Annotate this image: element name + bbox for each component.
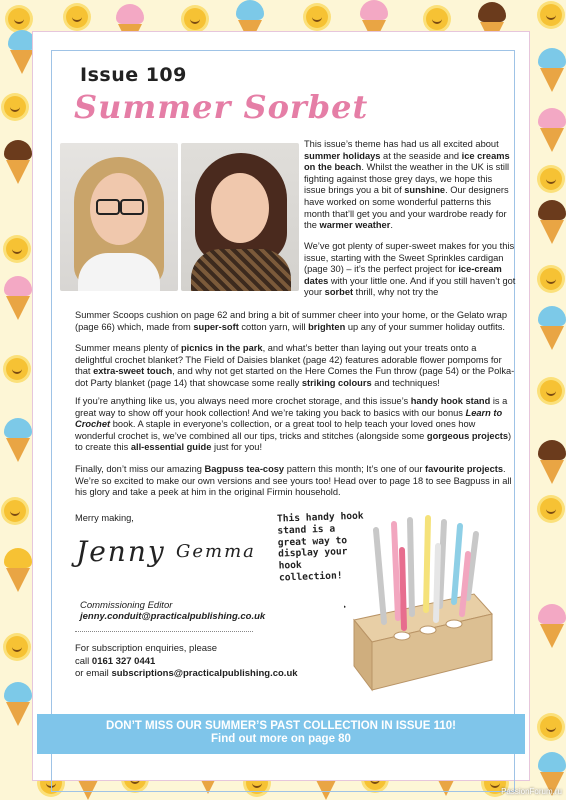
divider	[75, 631, 253, 632]
body-text-run: at the seaside and	[380, 150, 462, 161]
closing-line: Merry making,	[75, 513, 134, 523]
body-text-run: If you’re anything like us, you always need more crochet storage, and this issue’s	[75, 396, 411, 406]
body-text-run: is a great way to show off your hook collection! And we’re taking you back to basics with our bonus	[75, 396, 508, 418]
body-text-run: Summer means plenty of	[75, 343, 181, 353]
paragraph-picnics	[75, 343, 515, 389]
sun-icon	[540, 716, 562, 738]
sun-icon	[6, 636, 28, 658]
editor-photo-jenny	[60, 143, 178, 291]
emphasis-text: Bagpuss tea-cosy	[204, 464, 285, 474]
paragraph-makes-continued	[75, 310, 515, 333]
sun-icon	[306, 6, 328, 28]
signature-jenny: Jenny	[76, 535, 166, 568]
ice-cream-icon	[538, 604, 566, 648]
sun-icon	[6, 358, 28, 380]
email-prefix: or email	[75, 668, 112, 679]
emphasis-text: favourite projects	[425, 464, 504, 474]
paragraph-makes	[304, 241, 516, 299]
sun-icon	[4, 96, 26, 118]
emphasis-text: gorgeous projects	[426, 430, 509, 441]
sun-icon	[426, 8, 448, 30]
paragraph-bagpuss	[75, 464, 515, 499]
body-text-run: . Whilst the weather in the UK is still fighting against those grey days, we hope this issue brings you a bit of	[304, 162, 510, 196]
sun-icon	[540, 498, 562, 520]
ice-cream-icon	[538, 440, 566, 484]
editor-role: Commissioning Editor	[80, 600, 173, 611]
subscription-info	[75, 643, 298, 681]
ice-cream-icon	[4, 276, 32, 320]
subscription-phone-line	[75, 656, 298, 669]
call-prefix: call	[75, 655, 92, 667]
subscription-phone[interactable]: 0161 327 0441	[91, 655, 156, 667]
paragraph-hook-stand	[75, 396, 515, 454]
emphasis-text: super-soft	[193, 321, 239, 332]
hook-stand-image	[344, 510, 494, 710]
emphasis-text: striking colours	[301, 377, 372, 388]
emphasis-text: extra-sweet touch	[93, 366, 173, 377]
hook-stand-caption: This handy hook stand is a great way to display your hook collection!	[276, 510, 364, 584]
emphasis-text: sorbet	[324, 287, 354, 298]
ice-cream-icon	[538, 48, 566, 92]
sun-icon	[184, 8, 206, 30]
sun-icon	[540, 168, 562, 190]
ice-cream-icon	[538, 306, 566, 350]
sun-icon	[540, 4, 562, 26]
body-text-run: . Our designers have worked on some wonderful patterns this month that’ll get you and your wardrobe ready for the	[304, 185, 509, 231]
body-text-run: and techniques!	[371, 377, 440, 388]
body-text-run: cotton yarn, will	[238, 321, 309, 332]
body-text-run: up any of your summer holiday outfits.	[345, 321, 505, 332]
page-title: Summer Sorbet	[74, 88, 369, 126]
emphasis-text: picnics in the park	[180, 343, 263, 353]
ice-cream-icon	[8, 30, 36, 74]
body-text-run: Summer Scoops cushion on page 62 and bring a bit of summer cheer into your home, or the Gelato wrap (page 66) which, made from	[75, 310, 508, 332]
ice-cream-icon	[538, 200, 566, 244]
emphasis-text: summer holidays	[304, 150, 381, 161]
body-text-run: , and why not get started on the Here Comes the Fun throw (page 54) or the Polka-dot Party blanket (page 14) that showcase some really	[75, 366, 515, 388]
banner-subline: Find out more on page 80	[211, 733, 351, 745]
ice-cream-icon	[4, 682, 32, 726]
emphasis-text: ice creams on the beach	[304, 150, 510, 173]
ice-cream-icon	[538, 108, 566, 152]
issue-number: Issue 109	[80, 64, 187, 86]
body-text-run: Finally, don’t miss our amazing	[75, 464, 205, 474]
body-text-run: just for you!	[211, 442, 263, 453]
sun-icon	[4, 500, 26, 522]
sun-icon	[8, 8, 30, 30]
emphasis-text: ice-cream dates	[304, 264, 502, 286]
body-text-run: ) to create this	[75, 430, 512, 453]
emphasis-text: all-essential guide	[130, 442, 212, 453]
signature-gemma: Gemma	[176, 541, 256, 562]
issue-110-banner[interactable]	[37, 714, 525, 754]
sun-icon	[66, 6, 88, 28]
emphasis-text: warmer weather	[319, 220, 391, 231]
sun-icon	[540, 268, 562, 290]
body-text-run: . We’re so excited to make our own versions and see yours too! Head over to page 18 to see Bagpuss in all his glory and take a peek at him in the original Firmin household.	[75, 464, 512, 498]
editor-photo-gemma	[181, 143, 299, 291]
sun-icon	[6, 238, 28, 260]
emphasis-text: Learn to Crochet	[75, 407, 503, 430]
body-text-run: .	[390, 220, 393, 231]
banner-headline: DON’T MISS OUR SUMMER’S PAST COLLECTION IN ISSUE 110!	[106, 720, 456, 732]
subscription-email-line	[75, 668, 298, 681]
sun-icon	[540, 380, 562, 402]
editor-email[interactable]: jenny.conduit@practicalpublishing.co.uk	[80, 611, 266, 622]
paragraph-intro	[304, 139, 516, 232]
ice-cream-icon	[4, 548, 32, 592]
body-text-run: thrill, why not try the	[353, 287, 439, 298]
subscription-email[interactable]: subscriptions@practicalpublishing.co.uk	[111, 668, 298, 679]
emphasis-text: sunshine	[404, 185, 446, 196]
subscription-line: For subscription enquiries, please	[75, 643, 218, 654]
body-text-run: This issue’s theme has had us all excited about	[304, 139, 499, 149]
body-text-run: pattern this month; It’s one of our	[284, 464, 426, 474]
watermark: PassionForum.ru	[501, 787, 562, 796]
ice-cream-icon	[4, 418, 32, 462]
body-text-run: book. A staple in everyone’s collection, or a great tool to help teach your loved ones how wonderful crochet is, we’ve combined all our tips, tricks and stitches (alongside some	[75, 419, 476, 441]
emphasis-text: handy hook stand	[410, 396, 491, 406]
body-text-run: , and what’s better than laying out your treats onto a delightful crochet blanket? The Field of Daisies blanket (page 42) features adorable flower pompoms for that	[75, 343, 502, 377]
body-text-run: We’ve got plenty of super-sweet makes for you this issue, starting with the Sweet Sprinkles cardigan (page 30) – it’s the perfect project for	[304, 241, 515, 275]
emphasis-text: brighten	[308, 321, 346, 332]
ice-cream-icon	[4, 140, 32, 184]
body-text-run: with your little one. And if you still haven’t got your	[304, 275, 516, 298]
